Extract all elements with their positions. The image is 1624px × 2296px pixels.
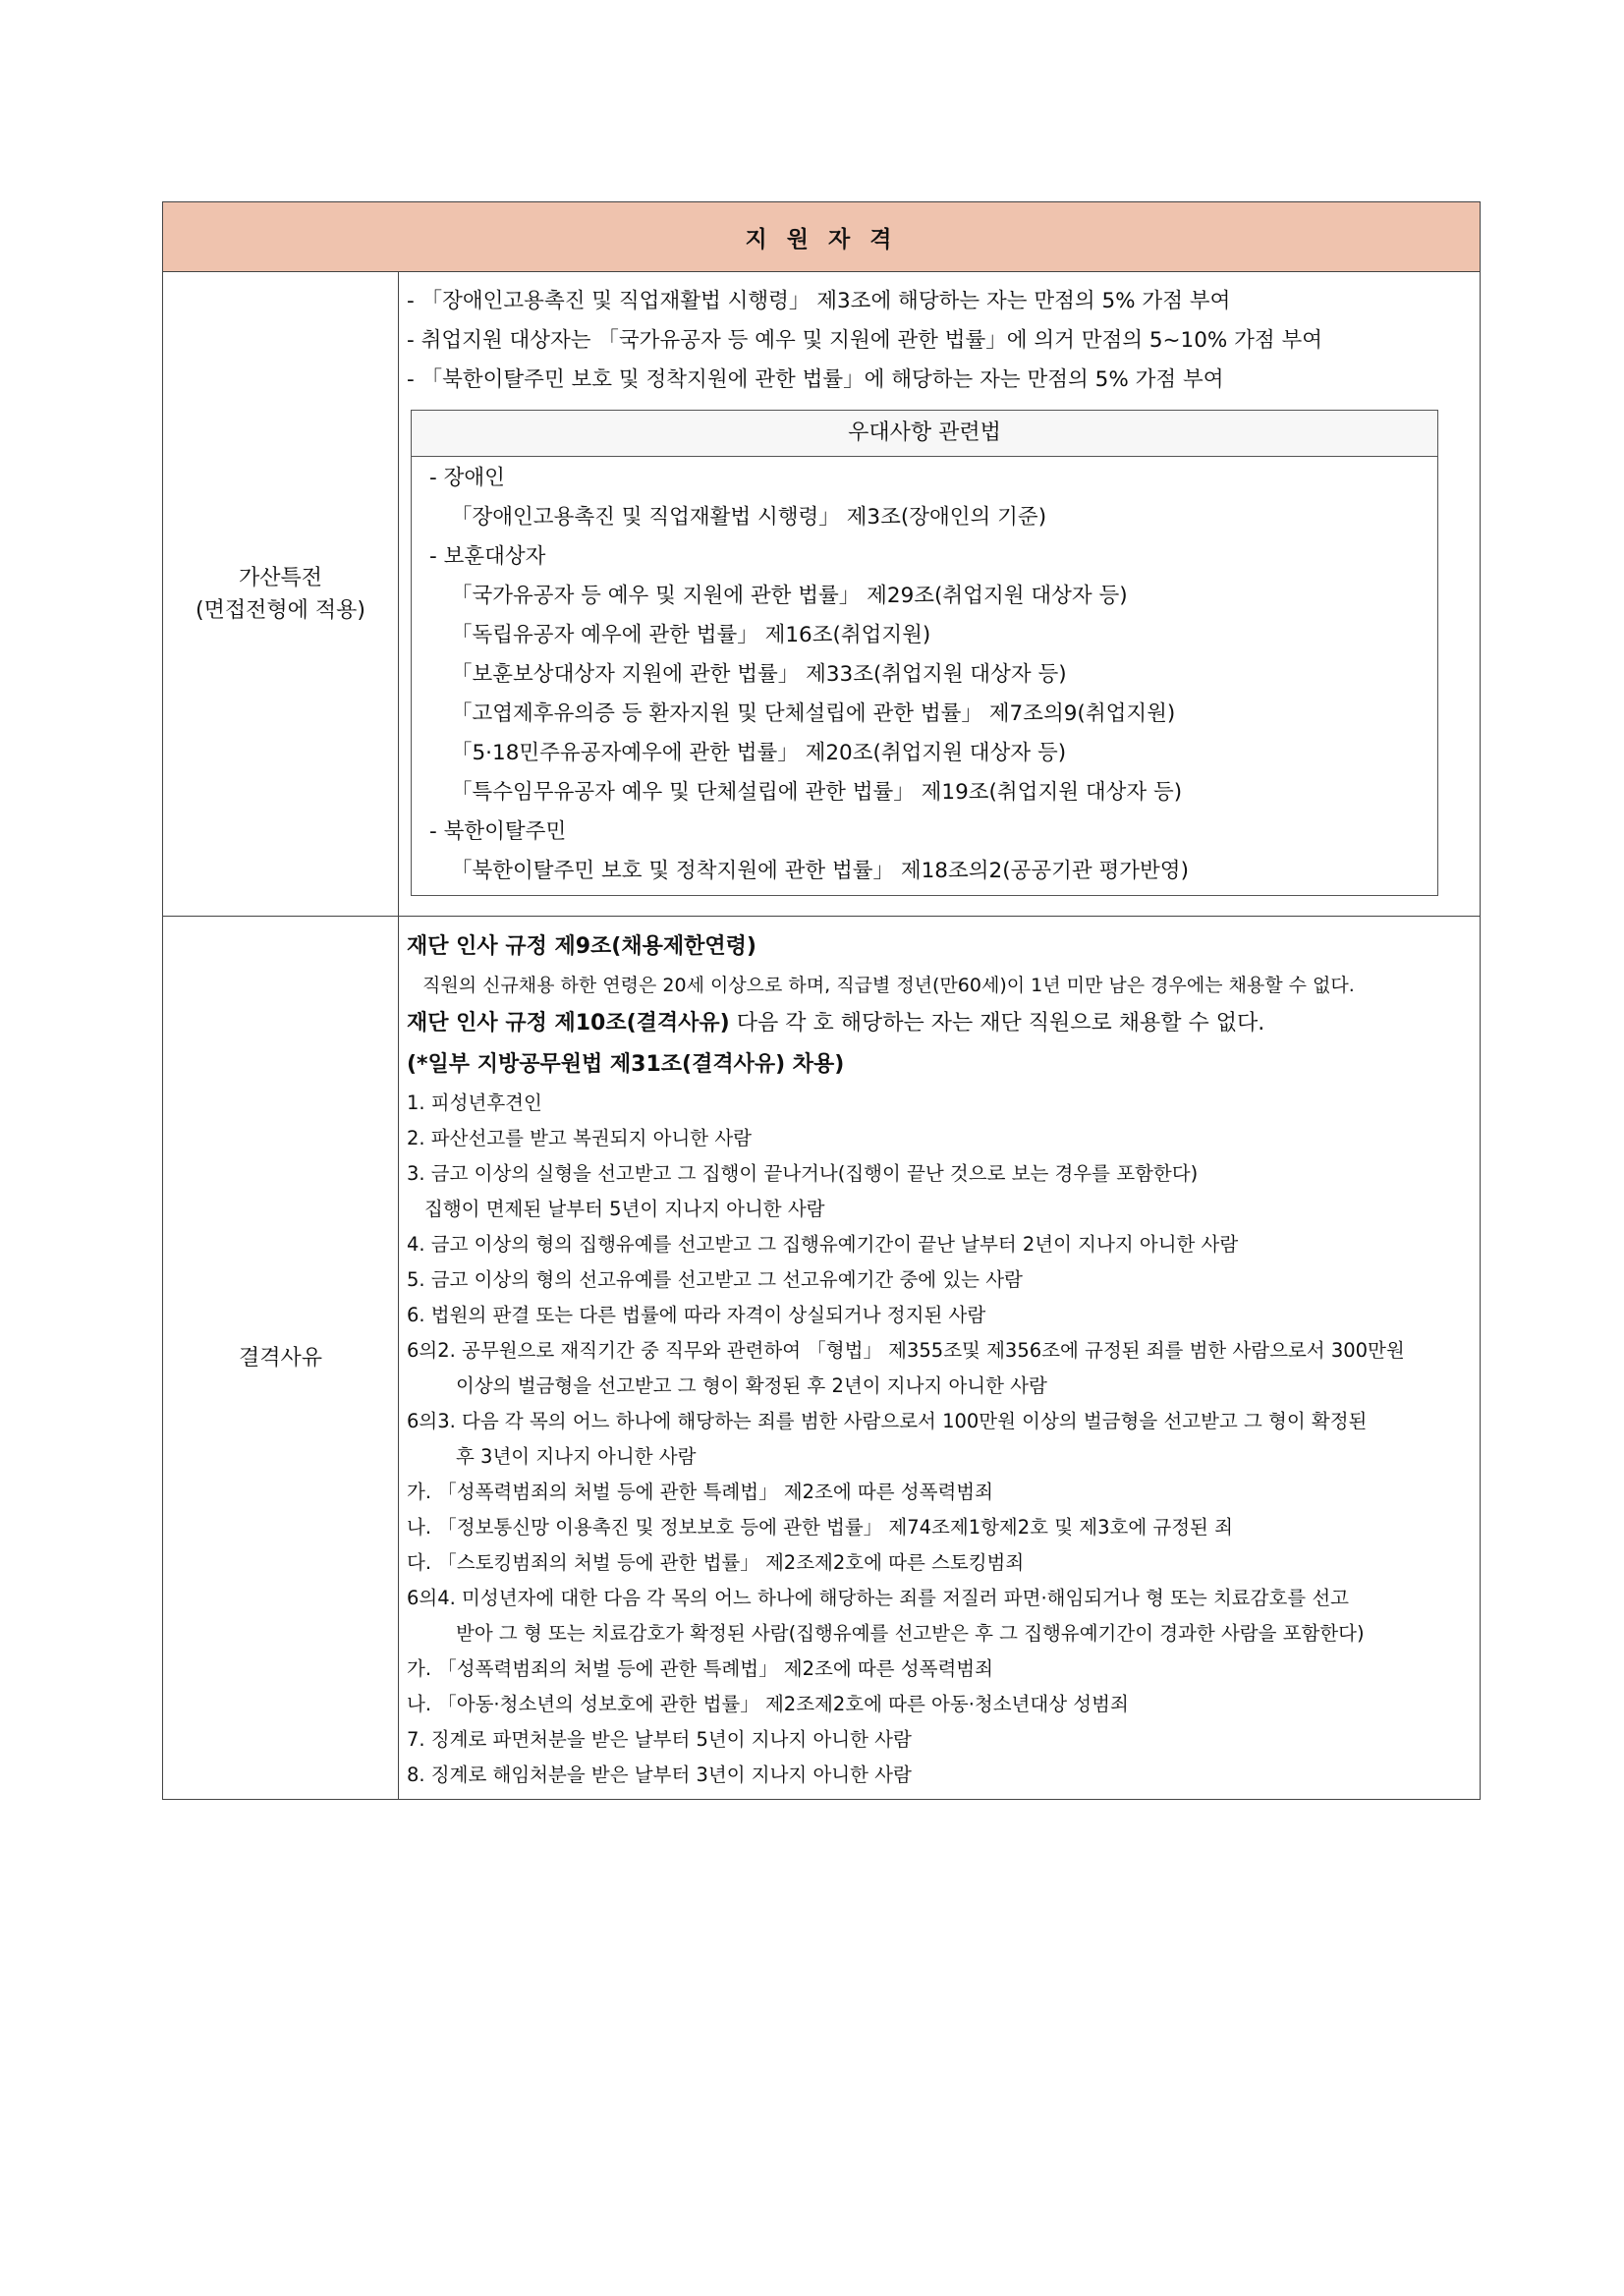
list-item: 2. 파산선고를 받고 복권되지 아니한 사람 — [407, 1127, 752, 1149]
related-law-title: 우대사항 관련법 — [412, 411, 1437, 457]
list-item: 7. 징계로 파면처분을 받은 날부터 5년이 지나지 아니한 사람 — [407, 1728, 912, 1751]
list-item: 3. 금고 이상의 실형을 선고받고 그 집행이 끝나거나(집행이 끝난 것으로 보는 경우를 포함한다) — [407, 1162, 1199, 1185]
list-item: 6의3. 다음 각 목의 어느 하나에 해당하는 죄를 범한 사람으로서 100만원 이상의 벌금형을 선고받고 그 형이 확정된 — [407, 1410, 1368, 1432]
bonus-label — [163, 272, 399, 917]
disqualification-content — [399, 917, 1481, 1800]
law-item: 「북한이탈주민 보호 및 정착지원에 관한 법률」 제18조의2(공공기관 평가반영) — [451, 859, 1189, 883]
category-veterans: - 보훈대상자 — [429, 544, 546, 569]
bonus-label-line1: 가산특전 — [238, 565, 322, 590]
list-item: 6. 법원의 판결 또는 다른 법률에 따라 자격이 상실되거나 정지된 사람 — [407, 1304, 986, 1326]
related-law-box — [411, 410, 1438, 896]
disqualification-row — [163, 917, 1481, 1800]
law-item: 「독립유공자 예우에 관한 법률」 제16조(취업지원) — [451, 623, 931, 647]
list-item-continuation: 이상의 벌금형을 선고받고 그 형이 확정된 후 2년이 지나지 아니한 사람 — [456, 1374, 1047, 1397]
rule9-description: 직원의 신규채용 하한 연령은 20세 이상으로 하며, 직급별 정년(만60세)이 1년 미만 남은 경우에는 채용할 수 없다. — [422, 975, 1355, 996]
list-item: 6의2. 공무원으로 재직기간 중 직무와 관련하여 「형법」 제355조및 제356조에 규정된 죄를 범한 사람으로서 300만원 — [407, 1339, 1405, 1362]
table-title: 지 원 자 격 — [163, 202, 1481, 272]
law-item: 「고엽제후유의증 등 환자지원 및 단체설립에 관한 법률」 제7조의9(취업지원) — [451, 701, 1176, 726]
list-item: 5. 금고 이상의 형의 선고유예를 선고받고 그 선고유예기간 중에 있는 사람 — [407, 1268, 1023, 1291]
header-row — [163, 202, 1481, 272]
bonus-label-line2: (면접전형에 적용) — [196, 597, 365, 623]
bonus-line-2: - 취업지원 대상자는 「국가유공자 등 예우 및 지원에 관한 법률」에 의거 만점의 5~10% 가점 부여 — [407, 328, 1323, 353]
related-law-list — [412, 457, 1437, 895]
list-item: 4. 금고 이상의 형의 집행유예를 선고받고 그 집행유예기간이 끝난 날부터 2년이 지나지 아니한 사람 — [407, 1233, 1239, 1256]
qualification-table — [162, 201, 1481, 1800]
category-disabled: - 장애인 — [429, 466, 505, 490]
law-item: 「5·18민주유공자예우에 관한 법률」 제20조(취업지원 대상자 등) — [451, 741, 1067, 765]
list-item-continuation: 집행이 면제된 날부터 5년이 지나지 아니한 사람 — [424, 1198, 825, 1220]
list-item: 6의4. 미성년자에 대한 다음 각 목의 어느 하나에 해당하는 죄를 저질러 파면·해임되거나 형 또는 치료감호를 선고 — [407, 1587, 1350, 1609]
law-item: 「국가유공자 등 예우 및 지원에 관한 법률」 제29조(취업지원 대상자 등) — [451, 584, 1128, 608]
bonus-row — [163, 272, 1481, 917]
rule10-tail: 다음 각 호 해당하는 자는 재단 직원으로 채용할 수 없다. — [729, 1011, 1265, 1036]
list-item: 1. 피성년후견인 — [407, 1092, 542, 1114]
law-item: 「특수임무유공자 예우 및 단체설립에 관한 법률」 제19조(취업지원 대상자 등) — [451, 780, 1183, 805]
bonus-line-3: - 「북한이탈주민 보호 및 정착지원에 관한 법률」에 해당하는 자는 만점의 5% 가점 부여 — [407, 367, 1224, 392]
bonus-content — [399, 272, 1481, 917]
sub-list-item: 나. 「아동·청소년의 성보호에 관한 법률」 제2조제2호에 따른 아동·청소년대상 성범죄 — [407, 1693, 1129, 1715]
list-item-continuation: 후 3년이 지나지 아니한 사람 — [456, 1445, 697, 1468]
disqualification-label: 결격사유 — [163, 917, 399, 1800]
list-item: 8. 징계로 해임처분을 받은 날부터 3년이 지나지 아니한 사람 — [407, 1764, 912, 1786]
law-item: 「장애인고용촉진 및 직업재활법 시행령」 제3조(장애인의 기준) — [451, 505, 1047, 530]
rule9-title: 재단 인사 규정 제9조(채용제한연령) — [407, 934, 756, 959]
borrowed-law-note: (*일부 지방공무원법 제31조(결격사유) 차용) — [407, 1052, 845, 1077]
rule10-title: 재단 인사 규정 제10조(결격사유) — [407, 1011, 730, 1036]
rule10-heading — [407, 1003, 1474, 1044]
list-item-continuation: 받아 그 형 또는 치료감호가 확정된 사람(집행유예를 선고받은 후 그 집행유예기간이 경과한 사람을 포함한다) — [456, 1622, 1365, 1645]
bonus-line-1: - 「장애인고용촉진 및 직업재활법 시행령」 제3조에 해당하는 자는 만점의 5% 가점 부여 — [407, 289, 1231, 313]
law-item: 「보훈보상대상자 지원에 관한 법률」 제33조(취업지원 대상자 등) — [451, 662, 1067, 687]
sub-list-item: 다. 「스토킹범죄의 처벌 등에 관한 법률」 제2조제2호에 따른 스토킹범죄 — [407, 1551, 1025, 1574]
sub-list-item: 가. 「성폭력범죄의 처벌 등에 관한 특례법」 제2조에 따른 성폭력범죄 — [407, 1657, 993, 1680]
sub-list-item: 가. 「성폭력범죄의 처벌 등에 관한 특례법」 제2조에 따른 성폭력범죄 — [407, 1481, 993, 1503]
sub-list-item: 나. 「정보통신망 이용촉진 및 정보보호 등에 관한 법률」 제74조제1항제2호 및 제3호에 규정된 죄 — [407, 1516, 1233, 1539]
category-defector: - 북한이탈주민 — [429, 819, 567, 844]
